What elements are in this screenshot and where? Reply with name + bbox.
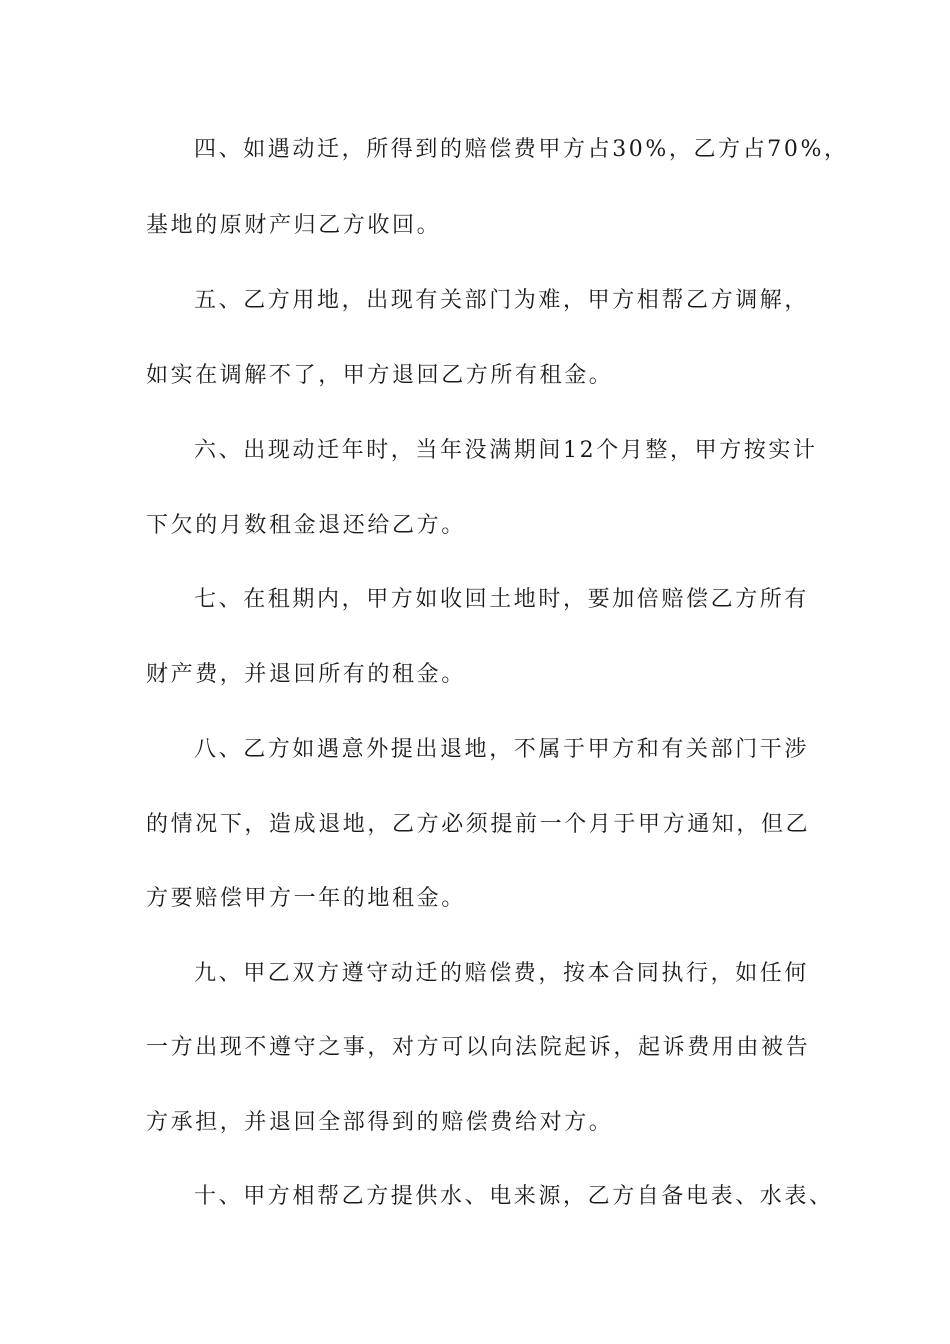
clause-8-line-3: 方要赔偿甲方一年的地租金。 xyxy=(146,886,466,911)
clause-4-line-1: 四、如遇动迁，所得到的赔偿费甲方占30%，乙方占70%， xyxy=(194,137,849,162)
clause-8-line-1: 八、乙方如遇意外提出退地，不属于甲方和有关部门干涉 xyxy=(194,737,810,762)
clause-4-line-2: 基地的原财产归乙方收回。 xyxy=(146,213,442,238)
clause-9-line-3: 方承担，并退回全部得到的赔偿费给对方。 xyxy=(146,1110,614,1135)
clause-5-line-1: 五、乙方用地，出现有关部门为难，甲方相帮乙方调解， xyxy=(194,288,810,313)
clause-8-line-2: 的情况下，造成退地，乙方必须提前一个月于甲方通知，但乙 xyxy=(146,812,811,837)
clause-7-line-2: 财产费，并退回所有的租金。 xyxy=(146,662,466,687)
clause-9-line-1: 九、甲乙双方遵守动迁的赔偿费，按本合同执行，如任何 xyxy=(194,961,810,986)
clause-6-line-1: 六、出现动迁年时，当年没满期间12个月整，甲方按实计 xyxy=(194,438,818,463)
clause-7-line-1: 七、在租期内，甲方如收回土地时，要加倍赔偿乙方所有 xyxy=(194,587,810,612)
clause-9-line-2: 一方出现不遵守之事，对方可以向法院起诉，起诉费用由被告 xyxy=(146,1035,811,1060)
clause-6-line-2: 下欠的月数租金退还给乙方。 xyxy=(146,513,466,538)
clause-10-line-1: 十、甲方相帮乙方提供水、电来源，乙方自备电表、水表、 xyxy=(194,1184,834,1209)
clause-5-line-2: 如实在调解不了，甲方退回乙方所有租金。 xyxy=(146,363,614,388)
